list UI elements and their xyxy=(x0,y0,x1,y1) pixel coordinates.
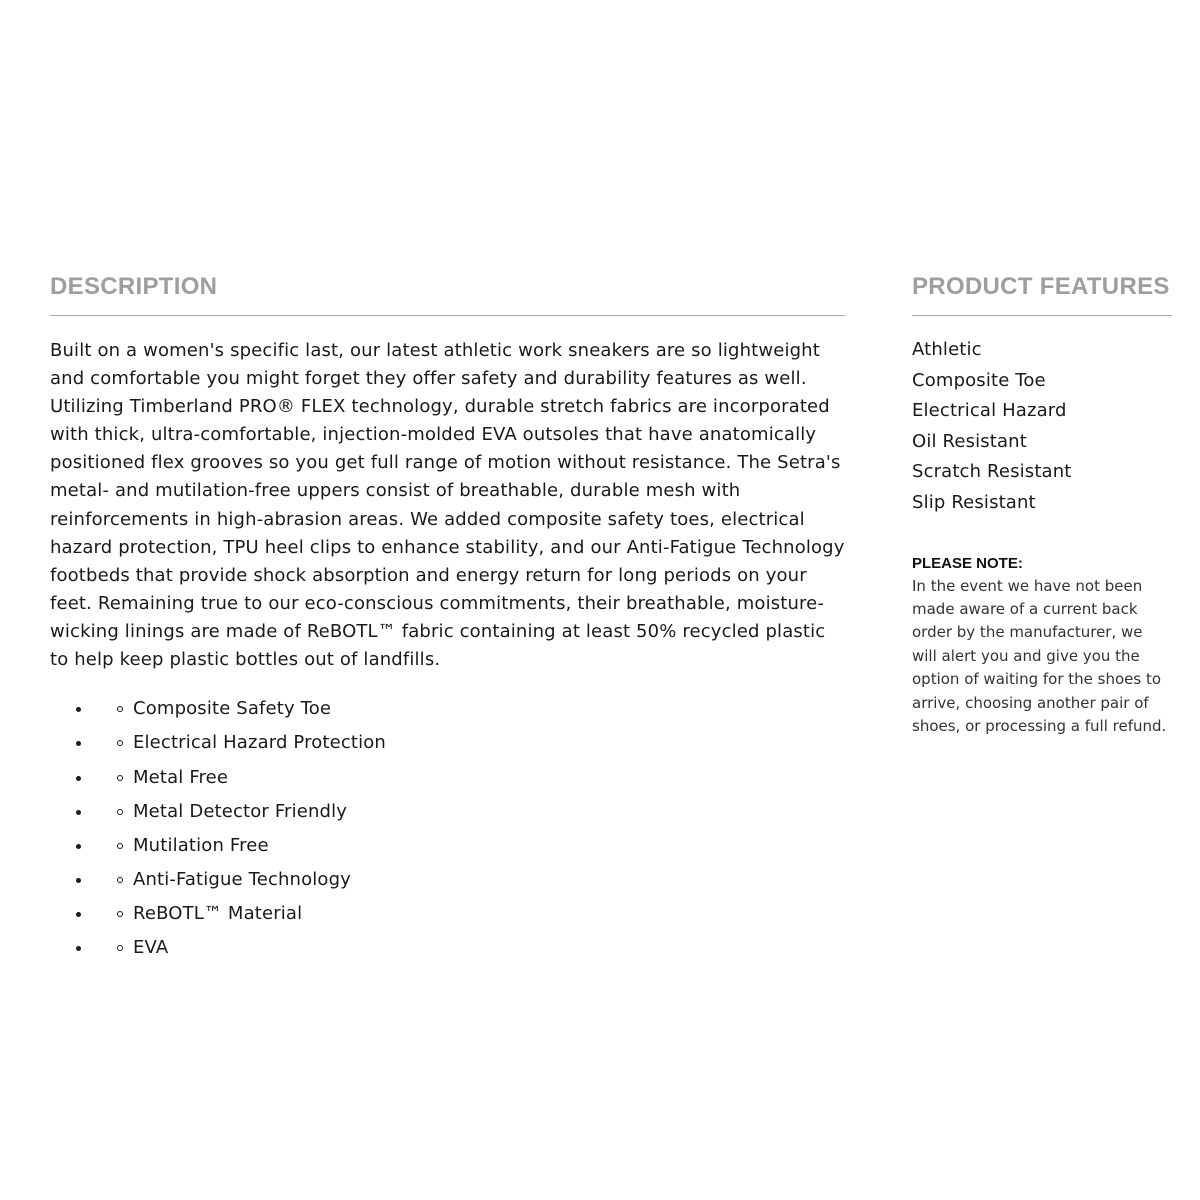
bullet-item xyxy=(50,761,845,795)
bullet-dot-icon xyxy=(76,707,81,712)
bullet-text: Metal Free xyxy=(133,766,229,788)
bullet-item xyxy=(50,726,845,760)
bullet-circle-icon xyxy=(117,809,123,815)
description-body: Built on a women's specific last, our latest athletic work sneakers are so lightweight and comfortable you might forget they offer safety and durability features as well. Utilizing Timberland PRO® FLEX technology, durable stretch fabrics are incorporated with thick, ultra-comfortable, injection-molded EVA outsoles that have anatomically positioned flex grooves so you get full range of motion without resistance. The Setra's metal- and mutilation-free uppers consist of breathable, durable mesh with reinforcements in high-abrasion areas. We added composite safety toes, electrical hazard protection, TPU heel clips to enhance stability, and our Anti-Fatigue Technology footbeds that provide shock absorption and energy return for long periods on your feet. Remaining true to our eco-conscious commitments, their breathable, moisture-wicking linings are made of ReBOTL™ fabric containing at least 50% recycled plastic to help keep plastic bottles out of landfills. xyxy=(50,340,845,671)
feature-item-scratch-resistant: Scratch Resistant xyxy=(912,461,1072,483)
bullet-dot-icon xyxy=(76,741,81,746)
bullet-circle-icon xyxy=(117,740,123,746)
bullet-text: ReBOTL™ Material xyxy=(133,903,303,925)
bullet-circle-icon xyxy=(117,775,123,781)
feature-item-athletic: Athletic xyxy=(912,339,982,360)
bullet-dot-icon xyxy=(76,810,81,815)
bullet-circle-icon xyxy=(117,706,123,712)
bullet-item xyxy=(50,795,845,829)
bullet-item xyxy=(50,931,845,965)
please-note-title: PLEASE NOTE: xyxy=(912,554,1023,572)
bullet-text: Electrical Hazard Protection xyxy=(133,732,386,754)
bullet-circle-icon xyxy=(117,945,123,951)
product-features-section xyxy=(912,268,1172,738)
feature-item-electrical-hazard: Electrical Hazard xyxy=(912,400,1067,422)
feature-item-slip-resistant: Slip Resistant xyxy=(912,491,1036,513)
feature-item-oil-resistant: Oil Resistant xyxy=(912,430,1027,452)
bullet-circle-icon xyxy=(117,843,123,849)
bullet-text: EVA xyxy=(133,937,169,959)
bullet-dot-icon xyxy=(76,946,81,951)
feature-item-composite-toe: Composite Toe xyxy=(912,369,1046,391)
bullet-dot-icon xyxy=(76,878,81,883)
bullet-circle-icon xyxy=(117,911,123,917)
description-heading: DESCRIPTION xyxy=(50,268,845,316)
bullet-item xyxy=(50,692,845,726)
please-note-text: In the event we have not been made aware of a current back order by the manufacturer, we will alert you and give you the option of waiting for the shoes to arrive, choosing another pair of shoes, or processing a full refund. xyxy=(912,576,1167,735)
bullet-item xyxy=(50,897,845,931)
please-note-block xyxy=(912,553,1172,739)
bullet-item xyxy=(50,829,845,863)
bullet-text: Metal Detector Friendly xyxy=(133,800,348,822)
bullet-text: Mutilation Free xyxy=(133,834,269,856)
bullet-dot-icon xyxy=(76,912,81,917)
bullet-text: Composite Safety Toe xyxy=(133,698,332,720)
bullet-circle-icon xyxy=(117,877,123,883)
product-features-heading: PRODUCT FEATURES xyxy=(912,268,1172,316)
bullet-text: Anti-Fatigue Technology xyxy=(133,869,351,891)
bullet-item xyxy=(50,863,845,897)
bullet-dot-icon xyxy=(76,844,81,849)
bullet-dot-icon xyxy=(76,776,81,781)
product-features-list xyxy=(912,335,1172,519)
feature-bullet-list xyxy=(50,692,845,966)
description-section xyxy=(50,268,845,966)
